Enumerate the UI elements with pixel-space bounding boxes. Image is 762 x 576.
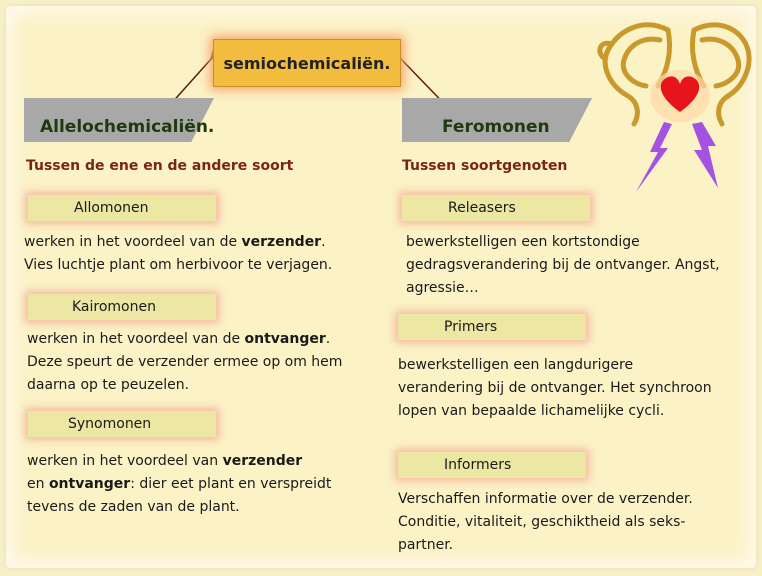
lightning-right-icon — [692, 122, 718, 188]
text: bewerkstelligen een kortstondige — [406, 234, 640, 250]
text: bewerkstelligen een langdurigere — [398, 357, 634, 373]
chip-label: Informers — [444, 457, 512, 473]
text: werken in het voordeel van — [27, 453, 223, 469]
text: . — [321, 234, 326, 250]
text: verandering bij de ontvanger. Het synchroon — [398, 380, 712, 396]
text: lopen van bepaalde lichamelijke cycli. — [398, 403, 665, 419]
chip-label: Primers — [444, 319, 498, 335]
text: agressie… — [406, 280, 479, 296]
chip-label: Releasers — [448, 200, 516, 216]
chip-label: Synomonen — [68, 416, 152, 432]
bold-text: verzender — [222, 453, 303, 469]
text: en — [27, 476, 49, 492]
right-subtitle: Tussen soortgenoten — [402, 158, 568, 174]
text: daarna op te peuzelen. — [27, 377, 190, 393]
text: gedragsverandering bij de ontvanger. Angst, — [406, 257, 720, 273]
bold-text: ontvanger — [48, 476, 131, 492]
text: partner. — [398, 537, 454, 553]
lightning-left-icon — [636, 122, 672, 192]
text: werken in het voordeel van de — [24, 234, 242, 250]
left-subtitle: Tussen de ene en de andere soort — [26, 158, 294, 174]
chip-label: Kairomonen — [72, 299, 156, 315]
text: Verschaffen informatie over de verzender. — [398, 491, 693, 507]
text: Deze speurt de verzender ermee op om hem — [27, 354, 343, 370]
text: : dier eet plant en verspreidt — [130, 476, 332, 492]
chip-label: Allomonen — [74, 200, 149, 216]
bold-text: ontvanger — [244, 331, 326, 347]
root-label: semiochemicaliën. — [223, 53, 391, 73]
text: werken in het voordeel van de — [27, 331, 245, 347]
right-title: Feromonen — [442, 117, 550, 137]
left-title: Allelochemicaliën. — [40, 117, 215, 137]
text: Conditie, vitaliteit, geschiktheid als seks- — [398, 514, 686, 530]
text: tevens de zaden van de plant. — [27, 499, 240, 515]
text: Vies luchtje plant om herbivoor te verjagen. — [24, 257, 333, 273]
bold-text: verzender — [241, 234, 322, 250]
text: . — [325, 331, 331, 347]
